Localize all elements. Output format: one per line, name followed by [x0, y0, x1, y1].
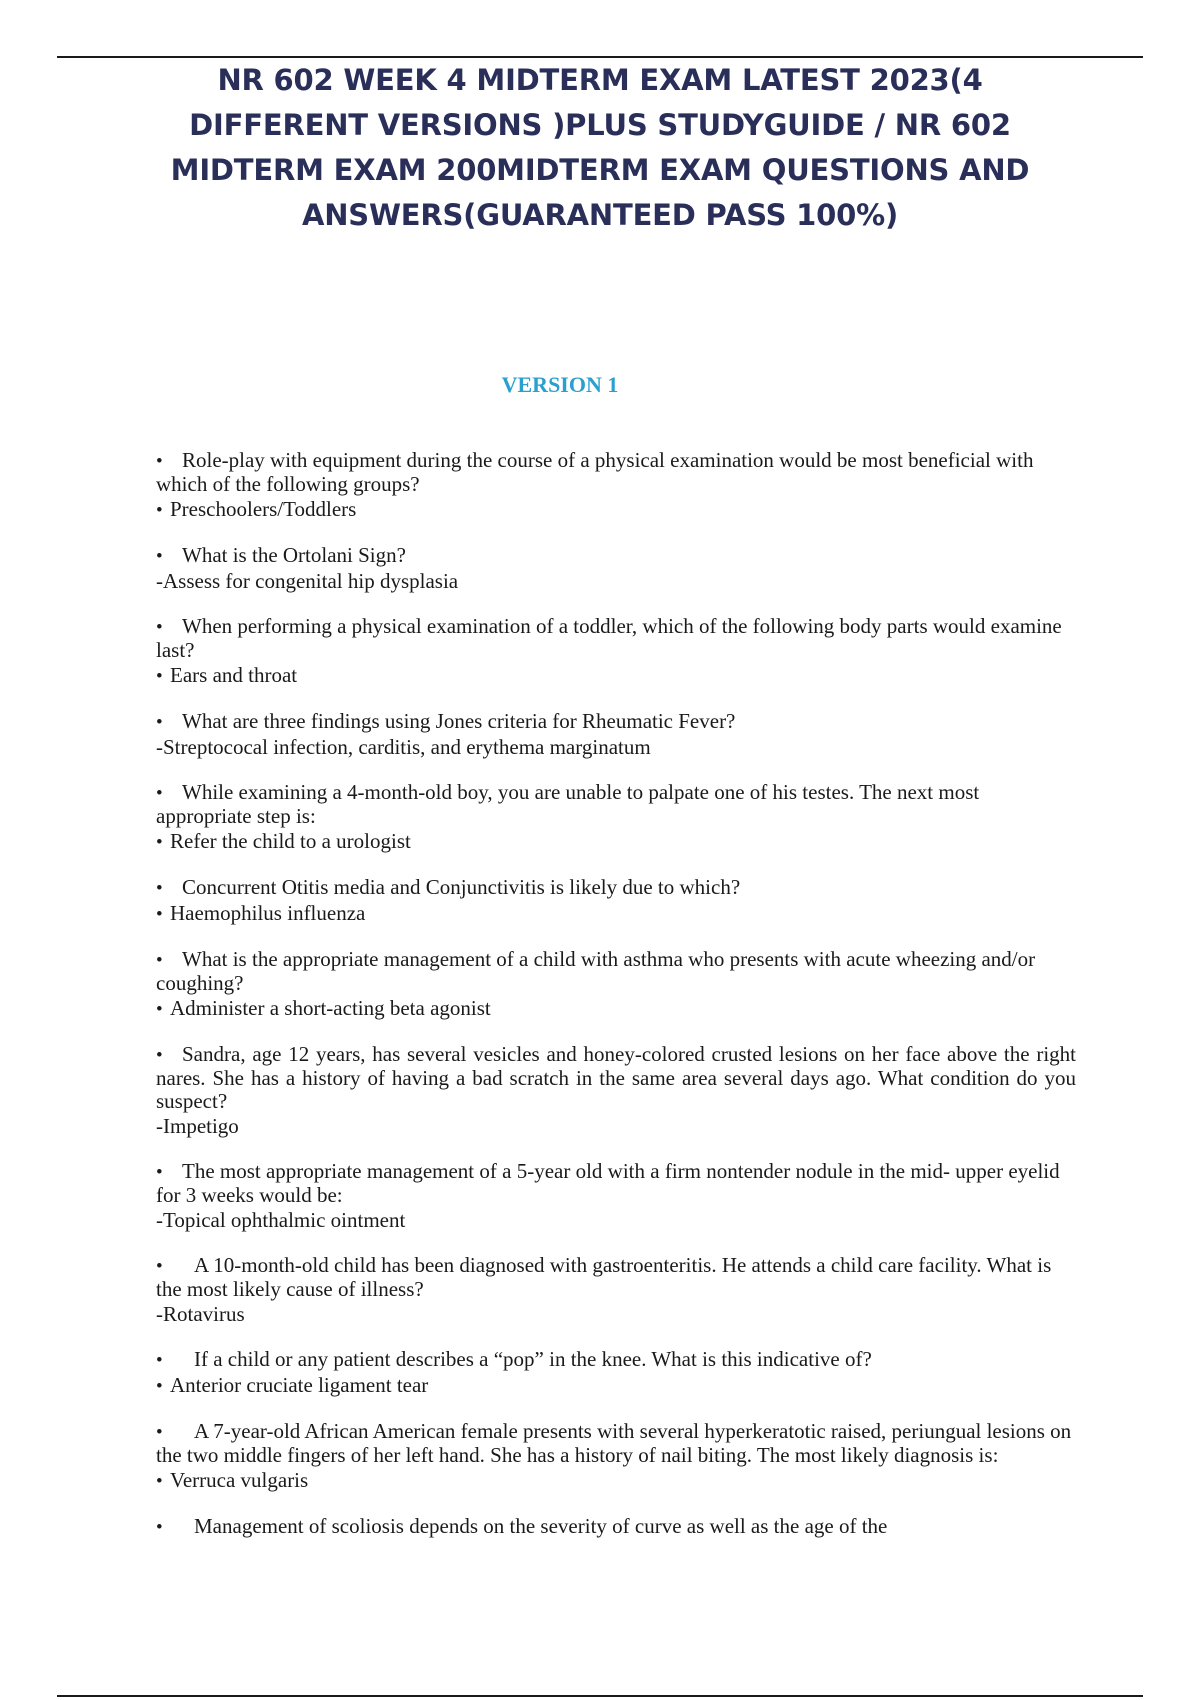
qa-item: [156, 1348, 1076, 1400]
answer-content: Haemophilus influenza: [170, 901, 366, 925]
answer-text: [156, 828, 1076, 856]
question-content: Role-play with equipment during the course of a physical examination would be most beneficial with which of the following groups?: [156, 448, 1034, 496]
question-content: If a child or any patient describes a “pop” in the knee. What is this indicative of?: [194, 1347, 872, 1371]
answer-text: [156, 1113, 1076, 1140]
bottom-divider: [57, 1695, 1143, 1697]
bullet-glyph: •: [156, 451, 163, 472]
answer-bullet: •: [156, 904, 163, 925]
qa-item: [156, 449, 1076, 524]
answer-text: [156, 568, 1076, 595]
question-text: [156, 1160, 1076, 1207]
answer-text: [156, 995, 1076, 1023]
bullet-glyph: •: [156, 1517, 163, 1538]
answer-bullet: •: [156, 832, 163, 853]
qa-item: [156, 544, 1076, 595]
question-content: Concurrent Otitis media and Conjunctivitis is likely due to which?: [182, 875, 741, 899]
bullet-glyph: •: [156, 950, 163, 971]
bullet-glyph: •: [156, 1045, 163, 1066]
bullet-glyph: •: [156, 1422, 163, 1443]
answer-content: -Rotavirus: [156, 1302, 245, 1326]
question-text: [156, 876, 1076, 900]
answer-text: [156, 734, 1076, 761]
question-content: While examining a 4-month-old boy, you are unable to palpate one of his testes. The next most appropriate step is:: [156, 780, 980, 828]
qa-item: [156, 710, 1076, 761]
question-text: [156, 1515, 1076, 1539]
question-content: What is the appropriate management of a child with asthma who presents with acute wheezing and/or coughing?: [156, 947, 1036, 995]
answer-bullet: •: [156, 999, 163, 1020]
question-content: A 10-month-old child has been diagnosed with gastroenteritis. He attends a child care facility. What is the most likely cause of illness?: [156, 1253, 1052, 1301]
question-text: [156, 544, 1076, 568]
answer-content: -Assess for congenital hip dysplasia: [156, 569, 459, 593]
answer-bullet: •: [156, 666, 163, 687]
qa-item: [156, 876, 1076, 928]
answer-content: Refer the child to a urologist: [170, 829, 411, 853]
qa-item: [156, 1515, 1076, 1539]
answer-content: Verruca vulgaris: [170, 1468, 309, 1492]
question-text: [156, 948, 1076, 995]
answer-text: [156, 496, 1076, 524]
bullet-glyph: •: [156, 1256, 163, 1277]
answer-text: [156, 1372, 1076, 1400]
answer-bullet: •: [156, 500, 163, 521]
answer-text: [156, 900, 1076, 928]
answer-text: [156, 1467, 1076, 1495]
answer-content: -Impetigo: [156, 1114, 239, 1138]
bullet-glyph: •: [156, 712, 163, 733]
question-content: What are three findings using Jones criteria for Rheumatic Fever?: [182, 709, 736, 733]
answer-bullet: •: [156, 1376, 163, 1397]
question-content: A 7-year-old African American female presents with several hyperkeratotic raised, periungual lesions on the two middle fingers of her left hand. She has a history of nail biting. The most likely diagnosis is:: [156, 1419, 1072, 1467]
question-text: [156, 1420, 1076, 1467]
question-text: [156, 781, 1076, 828]
question-text: [156, 710, 1076, 734]
question-content: Sandra, age 12 years, has several vesicles and honey-colored crusted lesions on her face above the right nares. She has a history of having a bad scratch in the same area several days ago. What condition do you suspect?: [156, 1042, 1076, 1113]
document-title: NR 602 WEEK 4 MIDTERM EXAM LATEST 2023(4 DIFFERENT VERSIONS )PLUS STUDYGUIDE / NR 602 MIDTERM EXAM 200MIDTERM EXAM QUESTIONS AND ANSWERS(GUARANTEED PASS 100%): [170, 63, 1030, 232]
question-content: The most appropriate management of a 5-year old with a firm nontender nodule in the mid- upper eyelid for 3 weeks would be:: [156, 1159, 1060, 1207]
bullet-glyph: •: [156, 617, 163, 638]
question-content: Management of scoliosis depends on the severity of curve as well as the age of the: [194, 1514, 888, 1538]
question-text: [156, 615, 1076, 662]
bullet-glyph: •: [156, 878, 163, 899]
answer-content: Preschoolers/Toddlers: [170, 497, 357, 521]
qa-item: [156, 1160, 1076, 1234]
answer-bullet: •: [156, 1471, 163, 1492]
answer-text: [156, 1207, 1076, 1234]
answer-content: Ears and throat: [170, 663, 298, 687]
question-text: [156, 1348, 1076, 1372]
question-text: [156, 1043, 1076, 1113]
question-content: What is the Ortolani Sign?: [182, 543, 406, 567]
bullet-glyph: •: [156, 783, 163, 804]
answer-content: Administer a short-acting beta agonist: [170, 996, 491, 1020]
bullet-glyph: •: [156, 1350, 163, 1371]
qa-item: [156, 1420, 1076, 1495]
question-text: [156, 1254, 1076, 1301]
answer-content: Anterior cruciate ligament tear: [170, 1373, 429, 1397]
question-text: [156, 449, 1076, 496]
bullet-glyph: •: [156, 546, 163, 567]
answer-content: -Topical ophthalmic ointment: [156, 1208, 406, 1232]
qa-item: [156, 781, 1076, 856]
qa-item: [156, 1254, 1076, 1328]
qa-item: [156, 1043, 1076, 1140]
answer-content: -Streptococal infection, carditis, and erythema marginatum: [156, 735, 651, 759]
bullet-glyph: •: [156, 1162, 163, 1183]
qa-item: [156, 948, 1076, 1023]
question-content: When performing a physical examination of a toddler, which of the following body parts would examine last?: [156, 614, 1062, 662]
answer-text: [156, 662, 1076, 690]
answer-text: [156, 1301, 1076, 1328]
qa-item: [156, 615, 1076, 690]
version-heading: VERSION 1: [501, 372, 619, 397]
question-answer-list: [156, 449, 1076, 1559]
